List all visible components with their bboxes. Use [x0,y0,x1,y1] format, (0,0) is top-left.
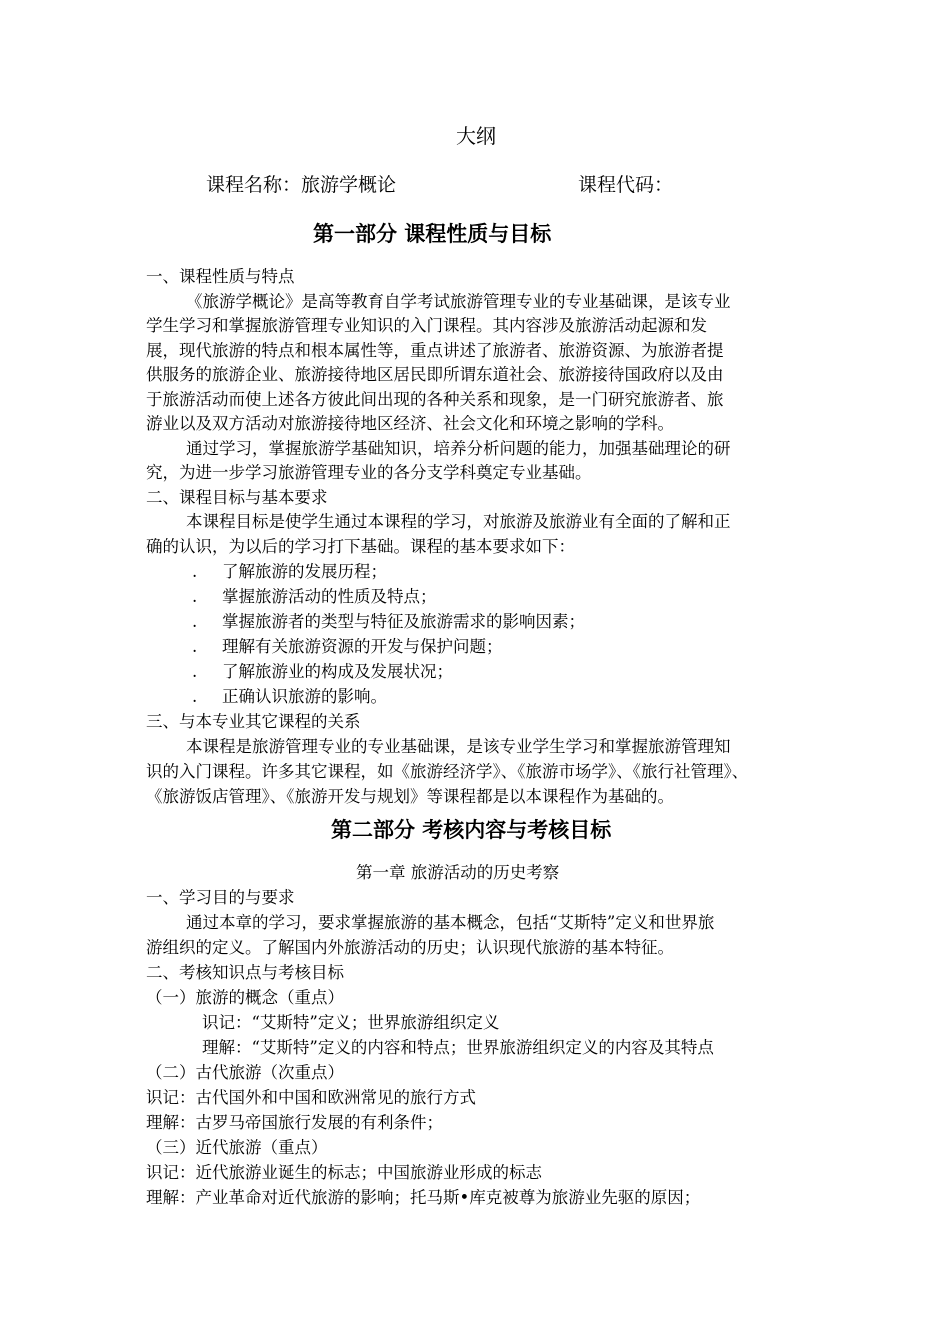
list-item-text: 正确认识旅游的影响。 [222,687,387,706]
section-heading: 三、与本专业其它课程的关系 [146,712,361,731]
understand-line: 理解：古罗马帝国旅行发展的有利条件； [146,1113,443,1132]
bullet-marker: . [192,612,198,631]
list-item [192,585,437,609]
part2-heading: 第二部分 考核内容与考核目标 [331,818,612,842]
paragraph-line: 究，为进一步学习旅游管理专业的各分支学科奠定专业基础。 [146,463,592,482]
paragraph-line: 本课程目标是使学生通过本课程的学习，对旅游及旅游业有全面的了解和正 [186,512,731,531]
list-item-text: 了解旅游的发展历程； [222,562,387,581]
course-name: 课程名称：旅游学概论 [206,174,397,196]
recall-line: 识记：“艾斯特”定义；世界旅游组织定义 [202,1013,500,1032]
list-item [192,660,453,684]
paragraph-line: 本课程是旅游管理专业的专业基础课，是该专业学生学习和掌握旅游管理知 [186,737,731,756]
bullet-marker: . [192,637,198,656]
chapter-heading: 第一章 旅游活动的历史考察 [356,863,560,882]
list-item [192,635,503,659]
bullet-marker: . [192,562,198,581]
section-heading: 一、学习目的与要求 [146,888,295,907]
list-item [192,610,585,634]
list-item [192,560,387,584]
paragraph-line: 通过学习，掌握旅游学基础知识，培养分析问题的能力，加强基础理论的研 [186,439,731,458]
list-item-text: 掌握旅游者的类型与特征及旅游需求的影响因素； [222,612,585,631]
paragraph-line: 游业以及双方活动对旅游接待地区经济、社会文化和环境之影响的学科。 [146,414,674,433]
list-item-text: 理解有关旅游资源的开发与保护问题； [222,637,503,656]
document-title: 大纲 [456,124,496,148]
paragraph-line: 《旅游饭店管理》、《旅游开发与规划》等课程都是以本课程作为基础的。 [146,787,674,806]
recall-line: 识记：古代国外和中国和欧洲常见的旅行方式 [146,1088,476,1107]
paragraph-line: 游组织的定义。了解国内外旅游活动的历史；认识现代旅游的基本特征。 [146,938,674,957]
bullet-marker: . [192,587,198,606]
list-item [192,685,387,709]
paragraph-line: 于旅游活动而使上述各方彼此间出现的各种关系和现象，是一门研究旅游者、旅 [146,390,724,409]
paragraph-line: 展，现代旅游的特点和根本属性等，重点讲述了旅游者、旅游资源、为旅游者提 [146,341,724,360]
understand-line: 理解：“艾斯特”定义的内容和特点；世界旅游组织定义的内容及其特点 [202,1038,714,1057]
paragraph-line: 《旅游学概论》是高等教育自学考试旅游管理专业的专业基础课，是该专业 [186,292,731,311]
paragraph-line: 识的入门课程。许多其它课程，如《旅游经济学》、《旅游市场学》、《旅行社管理》、 [146,762,749,781]
paragraph-line: 学生学习和掌握旅游管理专业知识的入门课程。其内容涉及旅游活动起源和发 [146,316,707,335]
understand-line: 理解：产业革命对近代旅游的影响；托马斯•库克被尊为旅游业先驱的原因； [146,1188,701,1207]
section-heading: 一、课程性质与特点 [146,267,295,286]
course-code: 课程代码： [578,174,674,196]
paragraph-line: 供服务的旅游企业、旅游接待地区居民即所谓东道社会、旅游接待国政府以及由 [146,365,724,384]
paragraph-line: 通过本章的学习，要求掌握旅游的基本概念，包括“艾斯特”定义和世界旅 [186,913,715,932]
subsection-heading: （一）旅游的概念（重点） [146,988,344,1007]
paragraph-line: 确的认识，为以后的学习打下基础。课程的基本要求如下： [146,537,575,556]
subsection-heading: （二）古代旅游（次重点） [146,1063,344,1082]
bullet-marker: . [192,687,198,706]
recall-line: 识记：近代旅游业诞生的标志；中国旅游业形成的标志 [146,1163,542,1182]
list-item-text: 了解旅游业的构成及发展状况； [222,662,453,681]
section-heading: 二、课程目标与基本要求 [146,488,328,507]
subsection-heading: （三）近代旅游（重点） [146,1138,328,1157]
bullet-marker: . [192,662,198,681]
part1-heading: 第一部分 课程性质与目标 [313,222,552,246]
list-item-text: 掌握旅游活动的性质及特点； [222,587,437,606]
section-heading: 二、考核知识点与考核目标 [146,963,344,982]
